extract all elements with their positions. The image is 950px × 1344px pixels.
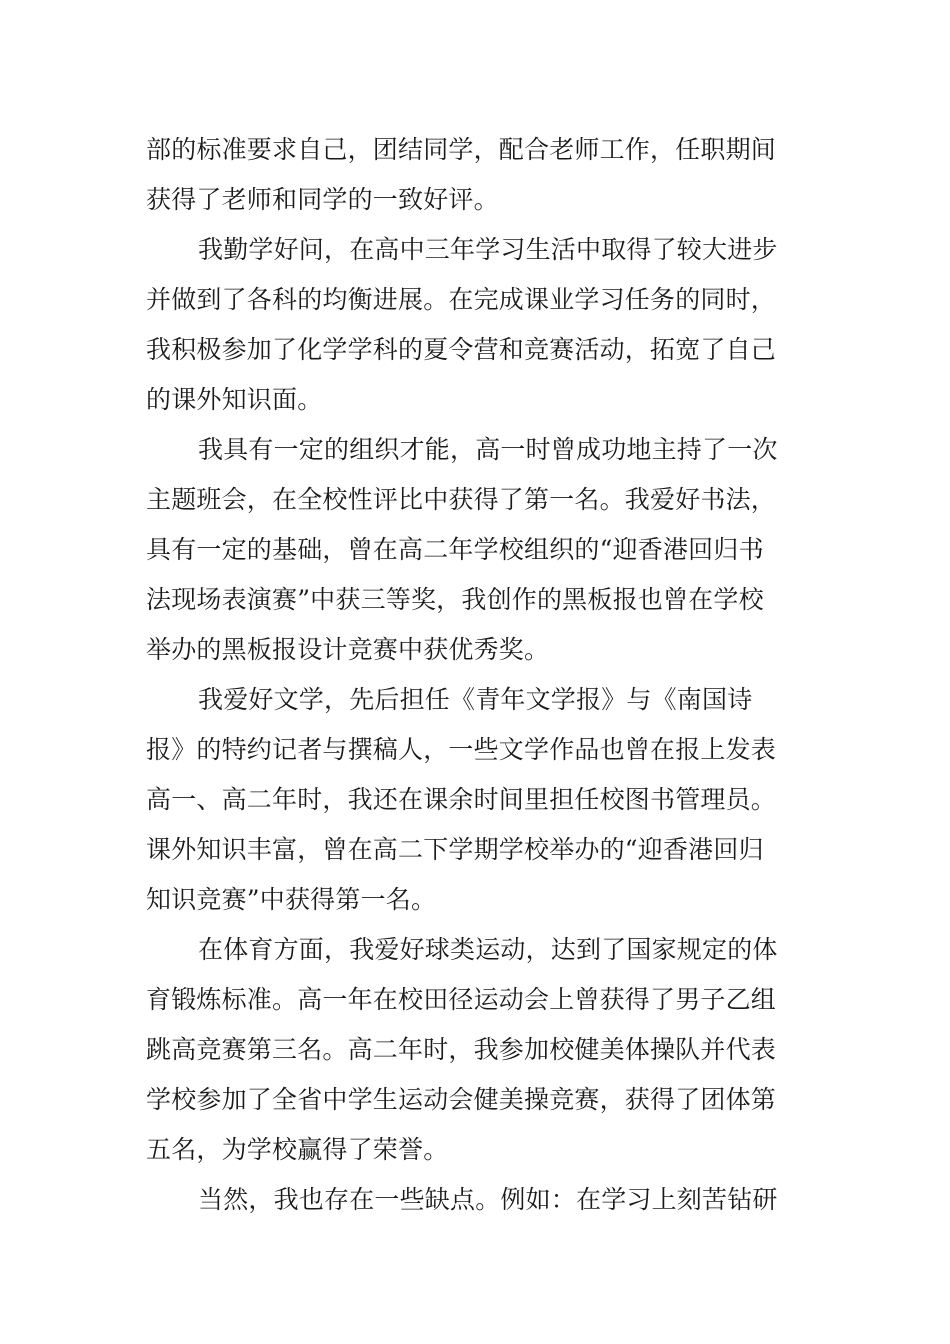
text-line: 我积极参加了化学学科的夏令营和竞赛活动，拓宽了自己 — [146, 335, 777, 364]
text-line: 跳高竞赛第三名。高二年时，我参加校健美体操队并代表 — [146, 1035, 777, 1064]
text-line: 高一、高二年时，我还在课余时间里担任校图书管理员。 — [146, 785, 777, 814]
text-line: 并做到了各科的均衡进展。在完成课业学习任务的同时， — [146, 285, 777, 314]
text-line: 当然，我也存在一些缺点。例如：在学习上刻苦钻研 — [198, 1185, 778, 1214]
text-line: 法现场表演赛”中获三等奖，我创作的黑板报也曾在学校 — [146, 585, 764, 614]
text-line: 知识竞赛”中获得第一名。 — [146, 885, 437, 914]
text-line: 在体育方面，我爱好球类运动，达到了国家规定的体 — [198, 935, 778, 964]
text-line: 的课外知识面。 — [146, 385, 323, 414]
text-line: 学校参加了全省中学生运动会健美操竞赛，获得了团体第 — [146, 1085, 777, 1114]
text-line: 主题班会，在全校性评比中获得了第一名。我爱好书法， — [146, 485, 777, 514]
text-line: 获得了老师和同学的一致好评。 — [146, 185, 499, 214]
text-line: 部的标准要求自己，团结同学，配合老师工作，任职期间 — [146, 135, 777, 164]
text-line: 我具有一定的组织才能，高一时曾成功地主持了一次 — [198, 435, 778, 464]
text-line: 育锻炼标准。高一年在校田径运动会上曾获得了男子乙组 — [146, 985, 777, 1014]
text-line: 举办的黑板报设计竞赛中获优秀奖。 — [146, 635, 550, 664]
text-line: 报》的特约记者与撰稿人，一些文学作品也曾在报上发表 — [146, 735, 777, 764]
text-line: 我勤学好问，在高中三年学习生活中取得了较大进步 — [198, 235, 778, 264]
text-line: 我爱好文学，先后担任《青年文学报》与《南国诗 — [198, 685, 753, 714]
text-line: 具有一定的基础，曾在高二年学校组织的“迎香港回归书 — [146, 535, 764, 564]
text-line: 五名，为学校赢得了荣誉。 — [146, 1135, 449, 1164]
text-line: 课外知识丰富，曾在高二下学期学校举办的“迎香港回归 — [146, 835, 764, 864]
